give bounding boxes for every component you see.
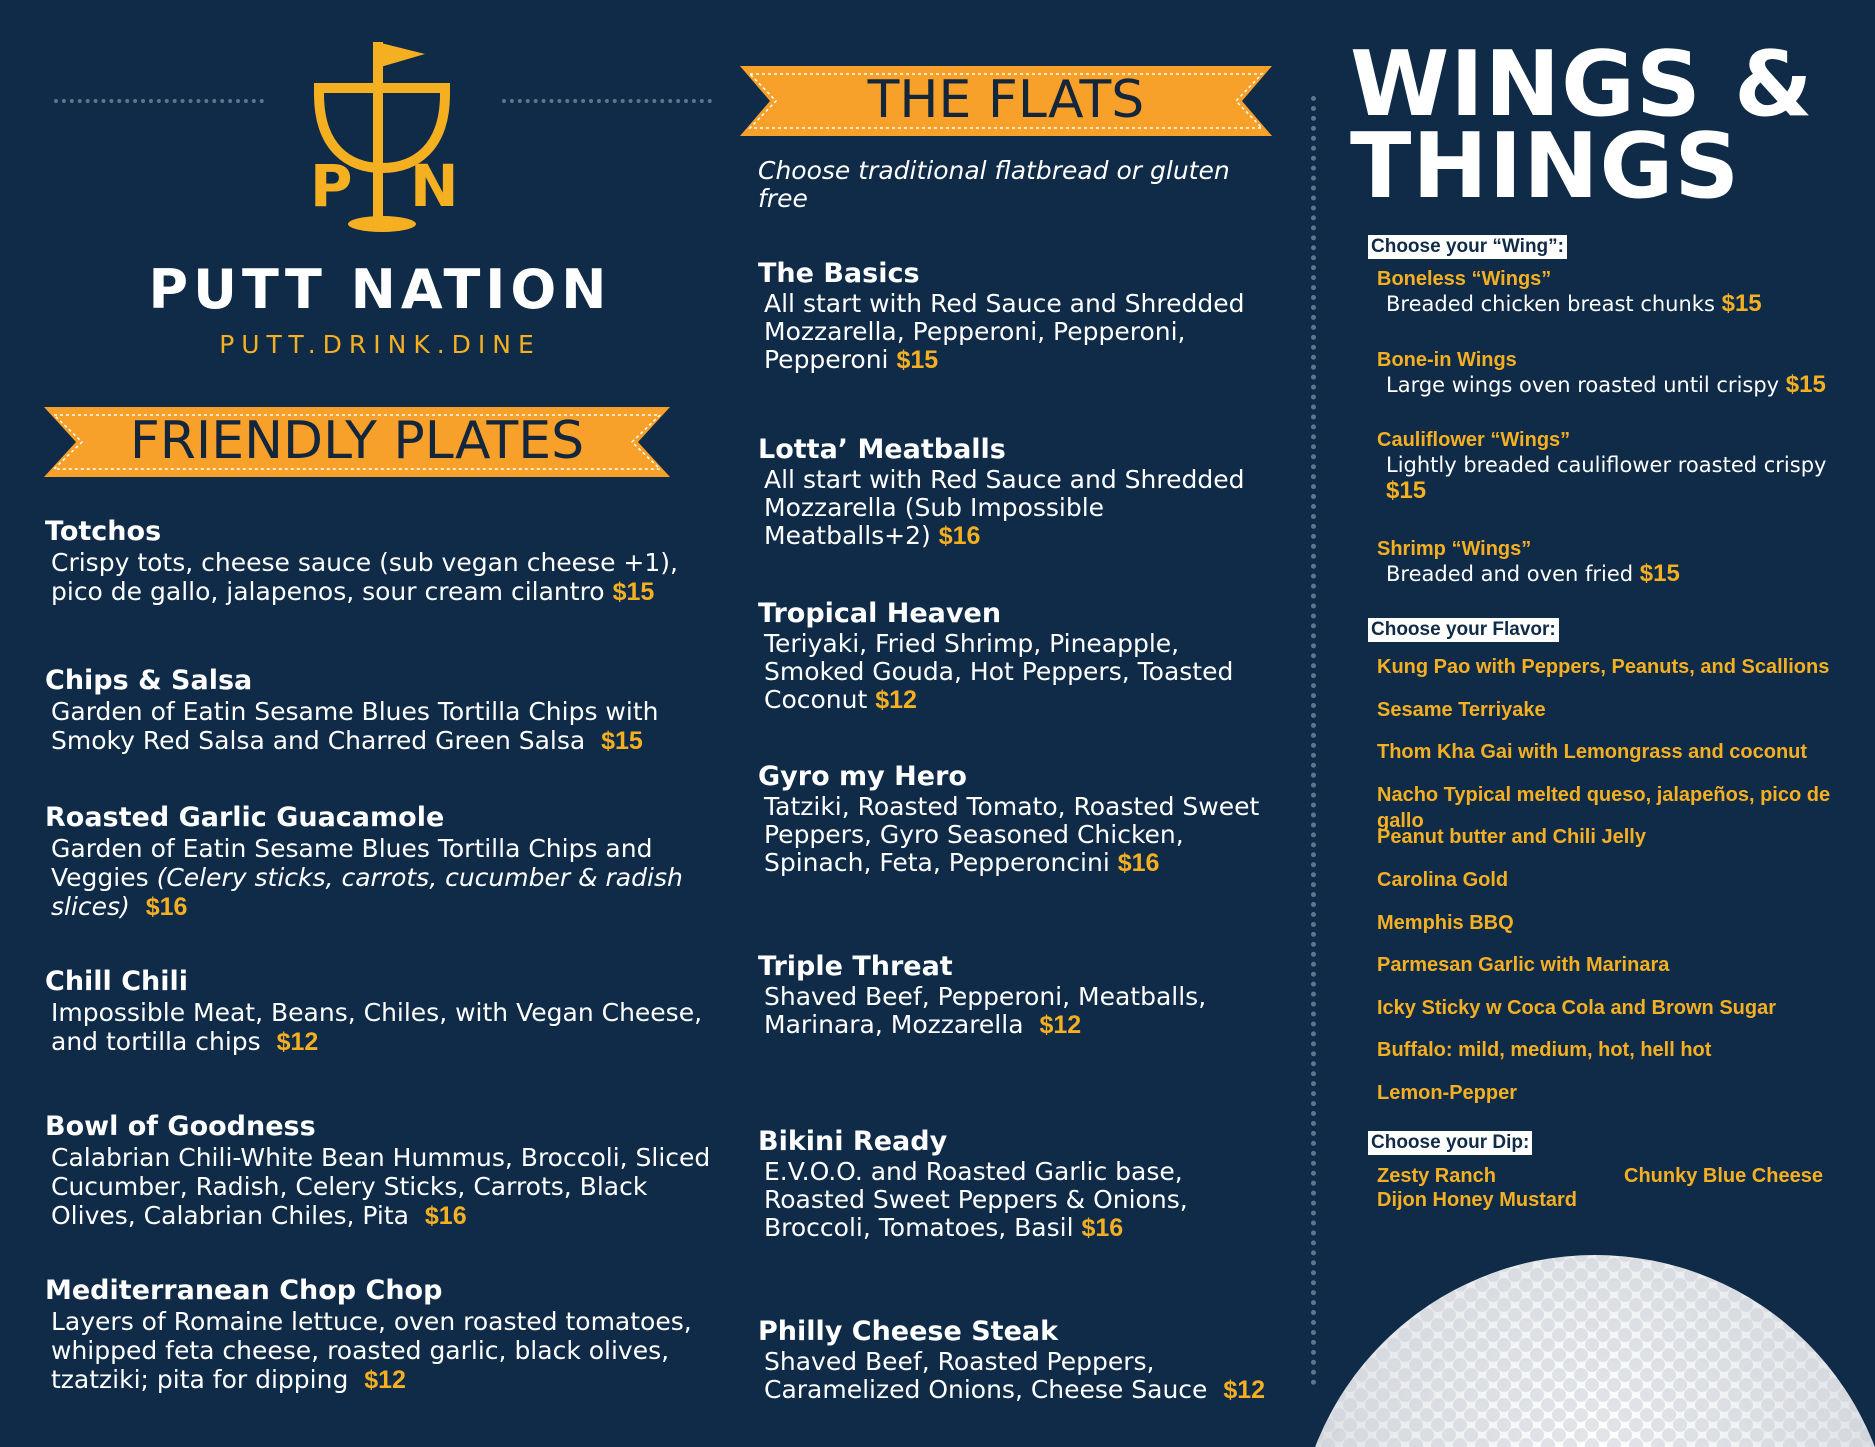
item-price: $15 <box>896 346 939 374</box>
menu-item <box>758 951 1278 1039</box>
item-name: Roasted Garlic Guacamole <box>45 802 445 833</box>
menu-item <box>758 434 1278 550</box>
wing-name: Shrimp “Wings” <box>1377 538 1532 560</box>
flavor-item: Lemon-Pepper <box>1377 1081 1518 1104</box>
menu-item <box>45 802 705 922</box>
item-price: $12 <box>1039 1011 1082 1039</box>
wing-option <box>1377 349 1867 398</box>
item-desc: Garden of Eatin Sesame Blues Tortilla Chips and Veggies (Celery sticks, carrots, cucumber & radish slices) $16 <box>51 834 683 921</box>
item-name: Mediterranean Chop Chop <box>45 1275 443 1306</box>
item-desc: Tatziki, Roasted Tomato, Roasted Sweet Peppers, Gyro Seasoned Chicken, Spinach, Feta, Pepperoncini $16 <box>764 792 1260 877</box>
flavor-item: Sesame Terriyake <box>1377 698 1546 721</box>
flavor-item: Thom Kha Gai with Lemongrass and coconut <box>1377 741 1808 764</box>
menu-item <box>45 1275 705 1395</box>
flavor-item: Memphis BBQ <box>1377 911 1514 934</box>
item-price: $16 <box>1117 849 1160 877</box>
wing-price: $15 <box>1386 477 1427 504</box>
menu-item <box>45 516 715 607</box>
flavor-item: Kung Pao with Peppers, Peanuts, and Scallions <box>1377 656 1830 678</box>
menu-item <box>758 1316 1278 1404</box>
wing-desc: Breaded chicken breast chunks $15 <box>1386 290 1762 317</box>
flavor-list <box>1377 654 1867 1123</box>
menu-item <box>758 761 1278 877</box>
item-name: Gyro my Hero <box>758 761 967 792</box>
dip-item: Zesty Ranch <box>1377 1165 1496 1187</box>
item-desc: Calabrian Chili-White Bean Hummus, Broccoli, Sliced Cucumber, Radish, Celery Sticks, Carrots, Black Olives, Calabrian Chiles, Pita $16 <box>51 1143 711 1230</box>
flavor-item: Nacho Typical melted queso, jalapeños, pico de gallo <box>1377 783 1831 832</box>
divider-dots-left <box>54 99 264 103</box>
item-price: $12 <box>1223 1376 1266 1404</box>
divider-dots-right <box>502 99 712 103</box>
item-name: Bowl of Goodness <box>45 1111 316 1142</box>
flavor-item: Peanut butter and Chili Jelly <box>1377 826 1646 849</box>
wing-desc: Breaded and oven fried $15 <box>1386 560 1680 587</box>
friendly-plates-banner <box>44 403 670 481</box>
logo-letter-n: N <box>410 152 459 220</box>
logo-letter-p: P <box>310 152 353 220</box>
wing-price: $15 <box>1785 371 1826 398</box>
item-price: $16 <box>424 1202 467 1230</box>
item-name: Tropical Heaven <box>758 598 1002 629</box>
item-desc: All start with Red Sauce and Shredded Mozzarella (Sub Impossible Meatballs+2) $16 <box>764 465 1245 550</box>
item-desc: Impossible Meat, Beans, Chiles, with Vegan Cheese, and tortilla chips $12 <box>51 998 703 1056</box>
wings-heading <box>1350 32 1870 219</box>
item-name: Chill Chili <box>45 966 189 997</box>
choose-flavor-label: Choose your Flavor: <box>1368 618 1559 642</box>
item-name: Lotta’ Meatballs <box>758 434 1006 465</box>
column-divider <box>1311 96 1316 1386</box>
item-name: Philly Cheese Steak <box>758 1316 1059 1347</box>
wing-option <box>1377 538 1857 587</box>
the-flats-heading: THE FLATS <box>867 70 1145 130</box>
menu-item <box>45 665 685 756</box>
golf-ball-icon <box>1295 1255 1875 1447</box>
menu-item <box>758 598 1278 714</box>
wing-price: $15 <box>1721 290 1762 317</box>
item-desc: Shaved Beef, Roasted Peppers, Caramelized Onions, Cheese Sauce $12 <box>764 1347 1266 1404</box>
item-price: $12 <box>364 1366 406 1394</box>
flavor-item: Icky Sticky w Coca Cola and Brown Sugar <box>1377 996 1777 1019</box>
menu-item <box>45 966 705 1057</box>
wing-desc: Large wings oven roasted until crispy $15 <box>1386 371 1826 398</box>
item-price: $15 <box>612 578 655 606</box>
item-desc: All start with Red Sauce and Shredded Mozzarella, Pepperoni, Pepperoni, Pepperoni $15 <box>764 289 1245 374</box>
item-desc: Shaved Beef, Pepperoni, Meatballs, Marinara, Mozzarella $12 <box>764 982 1207 1039</box>
item-desc: Layers of Romaine lettuce, oven roasted tomatoes, whipped feta cheese, roasted garlic, black olives, tzatziki; pita for dipping $12 <box>51 1307 692 1394</box>
friendly-plates-heading: FRIENDLY PLATES <box>129 411 585 471</box>
flavor-item: Parmesan Garlic with Marinara <box>1377 954 1670 977</box>
choose-dip-label: Choose your Dip: <box>1368 1131 1532 1155</box>
item-price: $15 <box>601 727 643 755</box>
item-name: The Basics <box>758 258 920 289</box>
wings-heading-line1: WINGS & <box>1350 32 1814 137</box>
item-name: Triple Threat <box>758 951 953 982</box>
item-price: $12 <box>875 686 917 714</box>
item-price: $16 <box>938 522 981 550</box>
item-price: $12 <box>276 1028 319 1056</box>
wings-heading-line2: THINGS <box>1350 114 1741 219</box>
item-desc: Crispy tots, cheese sauce (sub vegan cheese +1), pico de gallo, jalapenos, sour cream cilantro $15 <box>51 548 678 606</box>
item-name: Bikini Ready <box>758 1126 948 1157</box>
item-desc: Garden of Eatin Sesame Blues Tortilla Chips with Smoky Red Salsa and Charred Green Salsa $15 <box>51 697 659 755</box>
brand-name: PUTT NATION <box>148 258 612 321</box>
flats-subtitle: Choose traditional flatbread or gluten free <box>758 156 1230 213</box>
item-name: Chips & Salsa <box>45 665 253 696</box>
wing-name: Boneless “Wings” <box>1377 268 1552 290</box>
item-desc: E.V.O.O. and Roasted Garlic base, Roasted Sweet Peppers & Onions, Broccoli, Tomatoes, Basil $16 <box>764 1157 1188 1242</box>
dip-item: Chunky Blue Cheese <box>1624 1165 1823 1187</box>
flavor-item: Carolina Gold <box>1377 868 1509 891</box>
wing-desc: Lightly breaded cauliflower roasted crispy $15 <box>1386 453 1827 504</box>
item-price: $16 <box>145 893 188 921</box>
menu-item <box>758 1126 1278 1242</box>
choose-wing-label: Choose your “Wing”: <box>1368 235 1567 259</box>
dip-item: Dijon Honey Mustard <box>1377 1189 1578 1211</box>
item-desc: Teriyaki, Fried Shrimp, Pineapple, Smoked Gouda, Hot Peppers, Toasted Coconut $12 <box>764 629 1234 714</box>
flavor-item: Buffalo: mild, medium, hot, hell hot <box>1377 1039 1712 1062</box>
wing-option <box>1377 268 1857 317</box>
the-flats-banner <box>740 62 1272 140</box>
item-name: Totchos <box>45 516 162 547</box>
brand-tagline: PUTT.DRINK.DINE <box>219 330 541 359</box>
menu-item <box>758 258 1278 374</box>
wing-name: Bone-in Wings <box>1377 349 1517 371</box>
wing-price: $15 <box>1639 560 1680 587</box>
wing-option <box>1377 429 1837 504</box>
item-price: $16 <box>1081 1214 1124 1242</box>
menu-item <box>45 1111 725 1231</box>
wing-name: Cauliflower “Wings” <box>1377 429 1571 451</box>
